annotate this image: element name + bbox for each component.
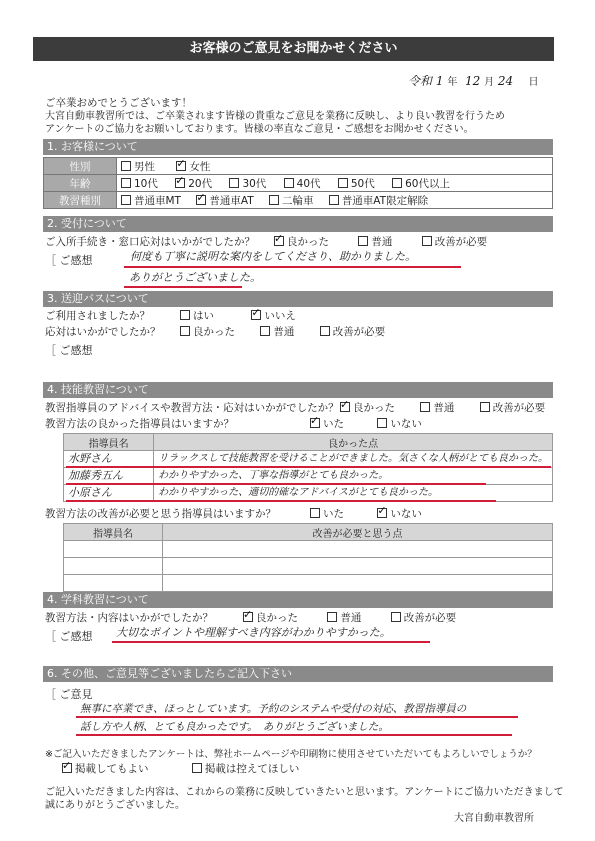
- option-label: 掲載は控えてほしい: [204, 763, 300, 775]
- checkbox-checked[interactable]: [196, 195, 206, 205]
- option-label: 改善が必要: [492, 402, 546, 414]
- option-label: 普通: [433, 402, 455, 414]
- comment-label: ご感想: [59, 254, 93, 267]
- underline-marker: [124, 266, 461, 268]
- checkbox[interactable]: [310, 508, 320, 518]
- option-label: 普通: [273, 326, 295, 338]
- bus-q1: ご利用されましたか？: [45, 310, 150, 322]
- option-label: 普通車MT: [134, 194, 181, 207]
- checkbox[interactable]: [420, 402, 430, 412]
- instructor-name: 小原さん: [64, 485, 154, 502]
- option-label: いた: [323, 508, 344, 520]
- option-label: 掲載してもよい: [75, 763, 149, 775]
- good-point: リラックスして技能教習を受けることができました。気さくな人柄がとても良かった。: [154, 451, 553, 468]
- course-options: [117, 192, 553, 209]
- customer-info-table: [43, 157, 553, 209]
- checkbox[interactable]: [422, 236, 432, 246]
- good-point: わかりやすかった、丁寧な指導がとても良かった。: [154, 468, 553, 485]
- underline-marker: [66, 483, 486, 485]
- option-label: 普通: [371, 236, 393, 248]
- other-comment-2: 話し方や人柄、とても良かったです。 ありがとうございました。: [80, 721, 389, 733]
- checkbox-checked[interactable]: [176, 161, 186, 171]
- skill-q2-options: [310, 418, 422, 431]
- checkbox[interactable]: [320, 326, 330, 336]
- checkbox-checked[interactable]: [274, 236, 284, 246]
- table-row: [64, 468, 553, 485]
- comment-label: ご感想: [59, 344, 93, 357]
- table-cell: [64, 575, 163, 592]
- checkbox[interactable]: [180, 310, 190, 320]
- checkbox[interactable]: [180, 326, 190, 336]
- checkbox[interactable]: [121, 161, 131, 171]
- option-label: 改善が必要: [434, 236, 488, 248]
- academic-question: 教習方法・内容はいかがでしたか？: [45, 612, 213, 624]
- option-label: 普通車AT: [209, 194, 254, 207]
- col-instructor-name: 指導員名: [64, 524, 163, 541]
- checkbox-checked[interactable]: [62, 763, 72, 773]
- option-label: いない: [390, 418, 422, 430]
- checkbox[interactable]: [260, 326, 270, 336]
- col-instructor-name: 指導員名: [64, 434, 154, 451]
- checkbox-checked[interactable]: [377, 508, 387, 518]
- date-month-unit: 月: [484, 77, 495, 88]
- reception-question: ご入所手続き・窓口応対はいかがでしたか？: [45, 236, 255, 248]
- checkbox[interactable]: [229, 178, 239, 188]
- option-label: はい: [193, 310, 214, 322]
- underline-marker: [66, 500, 496, 502]
- intro-line-1: ご卒業おめでとうございます！: [45, 97, 192, 109]
- option-label: 普通車AT限定解除: [341, 194, 429, 207]
- instructor-name: 加藤秀五ん: [64, 468, 154, 485]
- option-label: いない: [390, 508, 422, 520]
- option-label: 普通: [340, 612, 362, 624]
- table-row: [64, 558, 553, 575]
- academic-comment: 大切なポイントや理解すべき内容がわかりやすかった。: [116, 626, 391, 639]
- date-year-unit: 年: [447, 77, 458, 88]
- comment-bracket: ［ ご感想: [45, 344, 93, 357]
- bus-q2: 応対はいかがでしたか？: [45, 326, 161, 338]
- section-4-header: 4. 技能教習について: [43, 382, 553, 398]
- page-title: お客様のご意見をお聞かせください: [33, 37, 554, 61]
- checkbox-checked[interactable]: [175, 178, 185, 188]
- comment-label: ご意見: [59, 688, 93, 701]
- option-label: 40代: [296, 177, 321, 190]
- table-cell: [64, 558, 163, 575]
- comment-bracket: ［ ご感想: [45, 630, 93, 643]
- section-2-header: 2. 受付について: [43, 216, 553, 232]
- option-label: 50代: [350, 177, 375, 190]
- other-comment-1: 無事に卒業でき、ほっとしています。予約のシステムや受付の対応、教習指導員の: [80, 703, 467, 715]
- underline-marker: [124, 286, 242, 288]
- option-label: 女性: [189, 160, 211, 173]
- reception-comment-2: ありがとうございました。: [129, 271, 261, 284]
- option-label: 10代: [134, 177, 158, 190]
- publish-options: [62, 763, 299, 776]
- table-cell: [163, 558, 553, 575]
- option-label: いいえ: [264, 310, 296, 322]
- date-day: 24: [497, 74, 514, 88]
- comment-bracket: ［ ご意見: [45, 688, 93, 701]
- underline-marker: [66, 466, 551, 468]
- checkbox[interactable]: [392, 178, 402, 188]
- checkbox[interactable]: [391, 612, 401, 622]
- table-row: [64, 451, 553, 468]
- age-options: [117, 175, 553, 192]
- checkbox[interactable]: [121, 178, 131, 188]
- option-label: いた: [323, 418, 344, 430]
- skill-q1: 教習指導員のアドバイスや教習方法・応対はいかがでしたか？: [45, 402, 339, 414]
- checkbox[interactable]: [327, 612, 337, 622]
- publish-notice: ※ご記入いただきましたアンケートは、弊社ホームページや印刷物に使用させていただいてもよろしいでしょうか？: [45, 749, 537, 760]
- bus-q2-options: [180, 326, 385, 339]
- improve-instructor-table: [63, 523, 553, 592]
- option-label: 30代: [242, 177, 267, 190]
- instructor-name: 水野さん: [64, 451, 154, 468]
- checkbox-checked[interactable]: [310, 418, 320, 428]
- option-label: 60代以上: [405, 177, 450, 190]
- date-day-unit: 日: [528, 77, 539, 88]
- date-year: 1: [435, 74, 444, 88]
- section-5-header: 4. 学科教習について: [43, 592, 553, 608]
- gender-options: [117, 158, 553, 175]
- comment-label: ご感想: [59, 630, 93, 643]
- checkbox[interactable]: [358, 236, 368, 246]
- skill-q1-options: [340, 402, 545, 415]
- closing-line-2: 誠にありがとうございました。: [45, 800, 185, 811]
- section-3-header: 3. 送迎バスについて: [43, 291, 553, 307]
- date-month: 12: [464, 74, 481, 88]
- date-era: 令和: [408, 74, 433, 88]
- checkbox[interactable]: [480, 402, 490, 412]
- checkbox[interactable]: [269, 195, 279, 205]
- bus-q1-options: [180, 310, 296, 323]
- date-field: [408, 74, 538, 90]
- underline-marker: [76, 734, 512, 736]
- school-name: 大宮自動車教習所: [454, 813, 534, 824]
- option-label: 良かった: [353, 402, 395, 414]
- checkbox[interactable]: [121, 195, 131, 205]
- reception-comment-1: 何度も丁寧に説明な案内をしてくださり、助かりました。: [130, 250, 416, 263]
- option-label: 良かった: [256, 612, 298, 624]
- intro-line-2: 大宮自動車教習所では、ご卒業されます皆様の貴重なご意見を業務に反映し、より良い教習を行うため: [45, 111, 505, 122]
- option-label: 良かった: [287, 236, 329, 248]
- skill-q3: 教習方法の改善が必要と思う指導員はいますか？: [45, 508, 276, 520]
- option-label: 男性: [134, 160, 155, 173]
- option-label: 改善が必要: [403, 612, 457, 624]
- table-cell: [163, 575, 553, 592]
- comment-bracket: ［ ご感想: [45, 254, 93, 267]
- reception-options: [274, 236, 487, 249]
- table-row: [64, 541, 553, 558]
- checkbox-checked[interactable]: [340, 402, 350, 412]
- table-row: [64, 575, 553, 592]
- closing-line-1: ご記入いただきました内容は、これからの業務に反映していきたいと思います。アンケートにご協力いただきまして: [45, 787, 564, 798]
- checkbox[interactable]: [338, 178, 348, 188]
- option-label: 20代: [188, 177, 213, 190]
- col-good-points: 良かった点: [154, 434, 553, 451]
- option-label: 良かった: [193, 326, 235, 338]
- course-label: 教習種別: [44, 192, 117, 209]
- checkbox[interactable]: [329, 195, 339, 205]
- table-cell: [163, 541, 553, 558]
- col-improve-points: 改善が必要と思う点: [163, 524, 553, 541]
- checkbox[interactable]: [377, 418, 387, 428]
- checkbox-checked[interactable]: [251, 310, 261, 320]
- option-label: 二輪車: [281, 194, 314, 207]
- skill-q2: 教習方法の良かった指導員はいますか？: [45, 418, 234, 430]
- checkbox-checked[interactable]: [243, 612, 253, 622]
- underline-marker: [76, 716, 518, 718]
- gender-label: 性別: [44, 158, 117, 175]
- academic-options: [243, 612, 456, 625]
- checkbox[interactable]: [284, 178, 294, 188]
- good-point: わかりやすかった、適切的確なアドバイスがとても良かった。: [154, 485, 553, 502]
- section-1-header: 1. お客様について: [43, 139, 553, 155]
- section-6-header: 6. その他、ご意見等ございましたらご記入下さい: [43, 666, 553, 682]
- age-label: 年齢: [44, 175, 117, 192]
- underline-marker: [112, 641, 430, 643]
- table-row: [64, 485, 553, 502]
- checkbox[interactable]: [192, 763, 202, 773]
- option-label: 改善が必要: [332, 326, 386, 338]
- table-cell: [64, 541, 163, 558]
- skill-q3-options: [310, 508, 422, 521]
- intro-line-3: アンケートのご協力をお願いしております。皆様の率直なご意見・ご感想をお聞かせください。: [45, 124, 474, 135]
